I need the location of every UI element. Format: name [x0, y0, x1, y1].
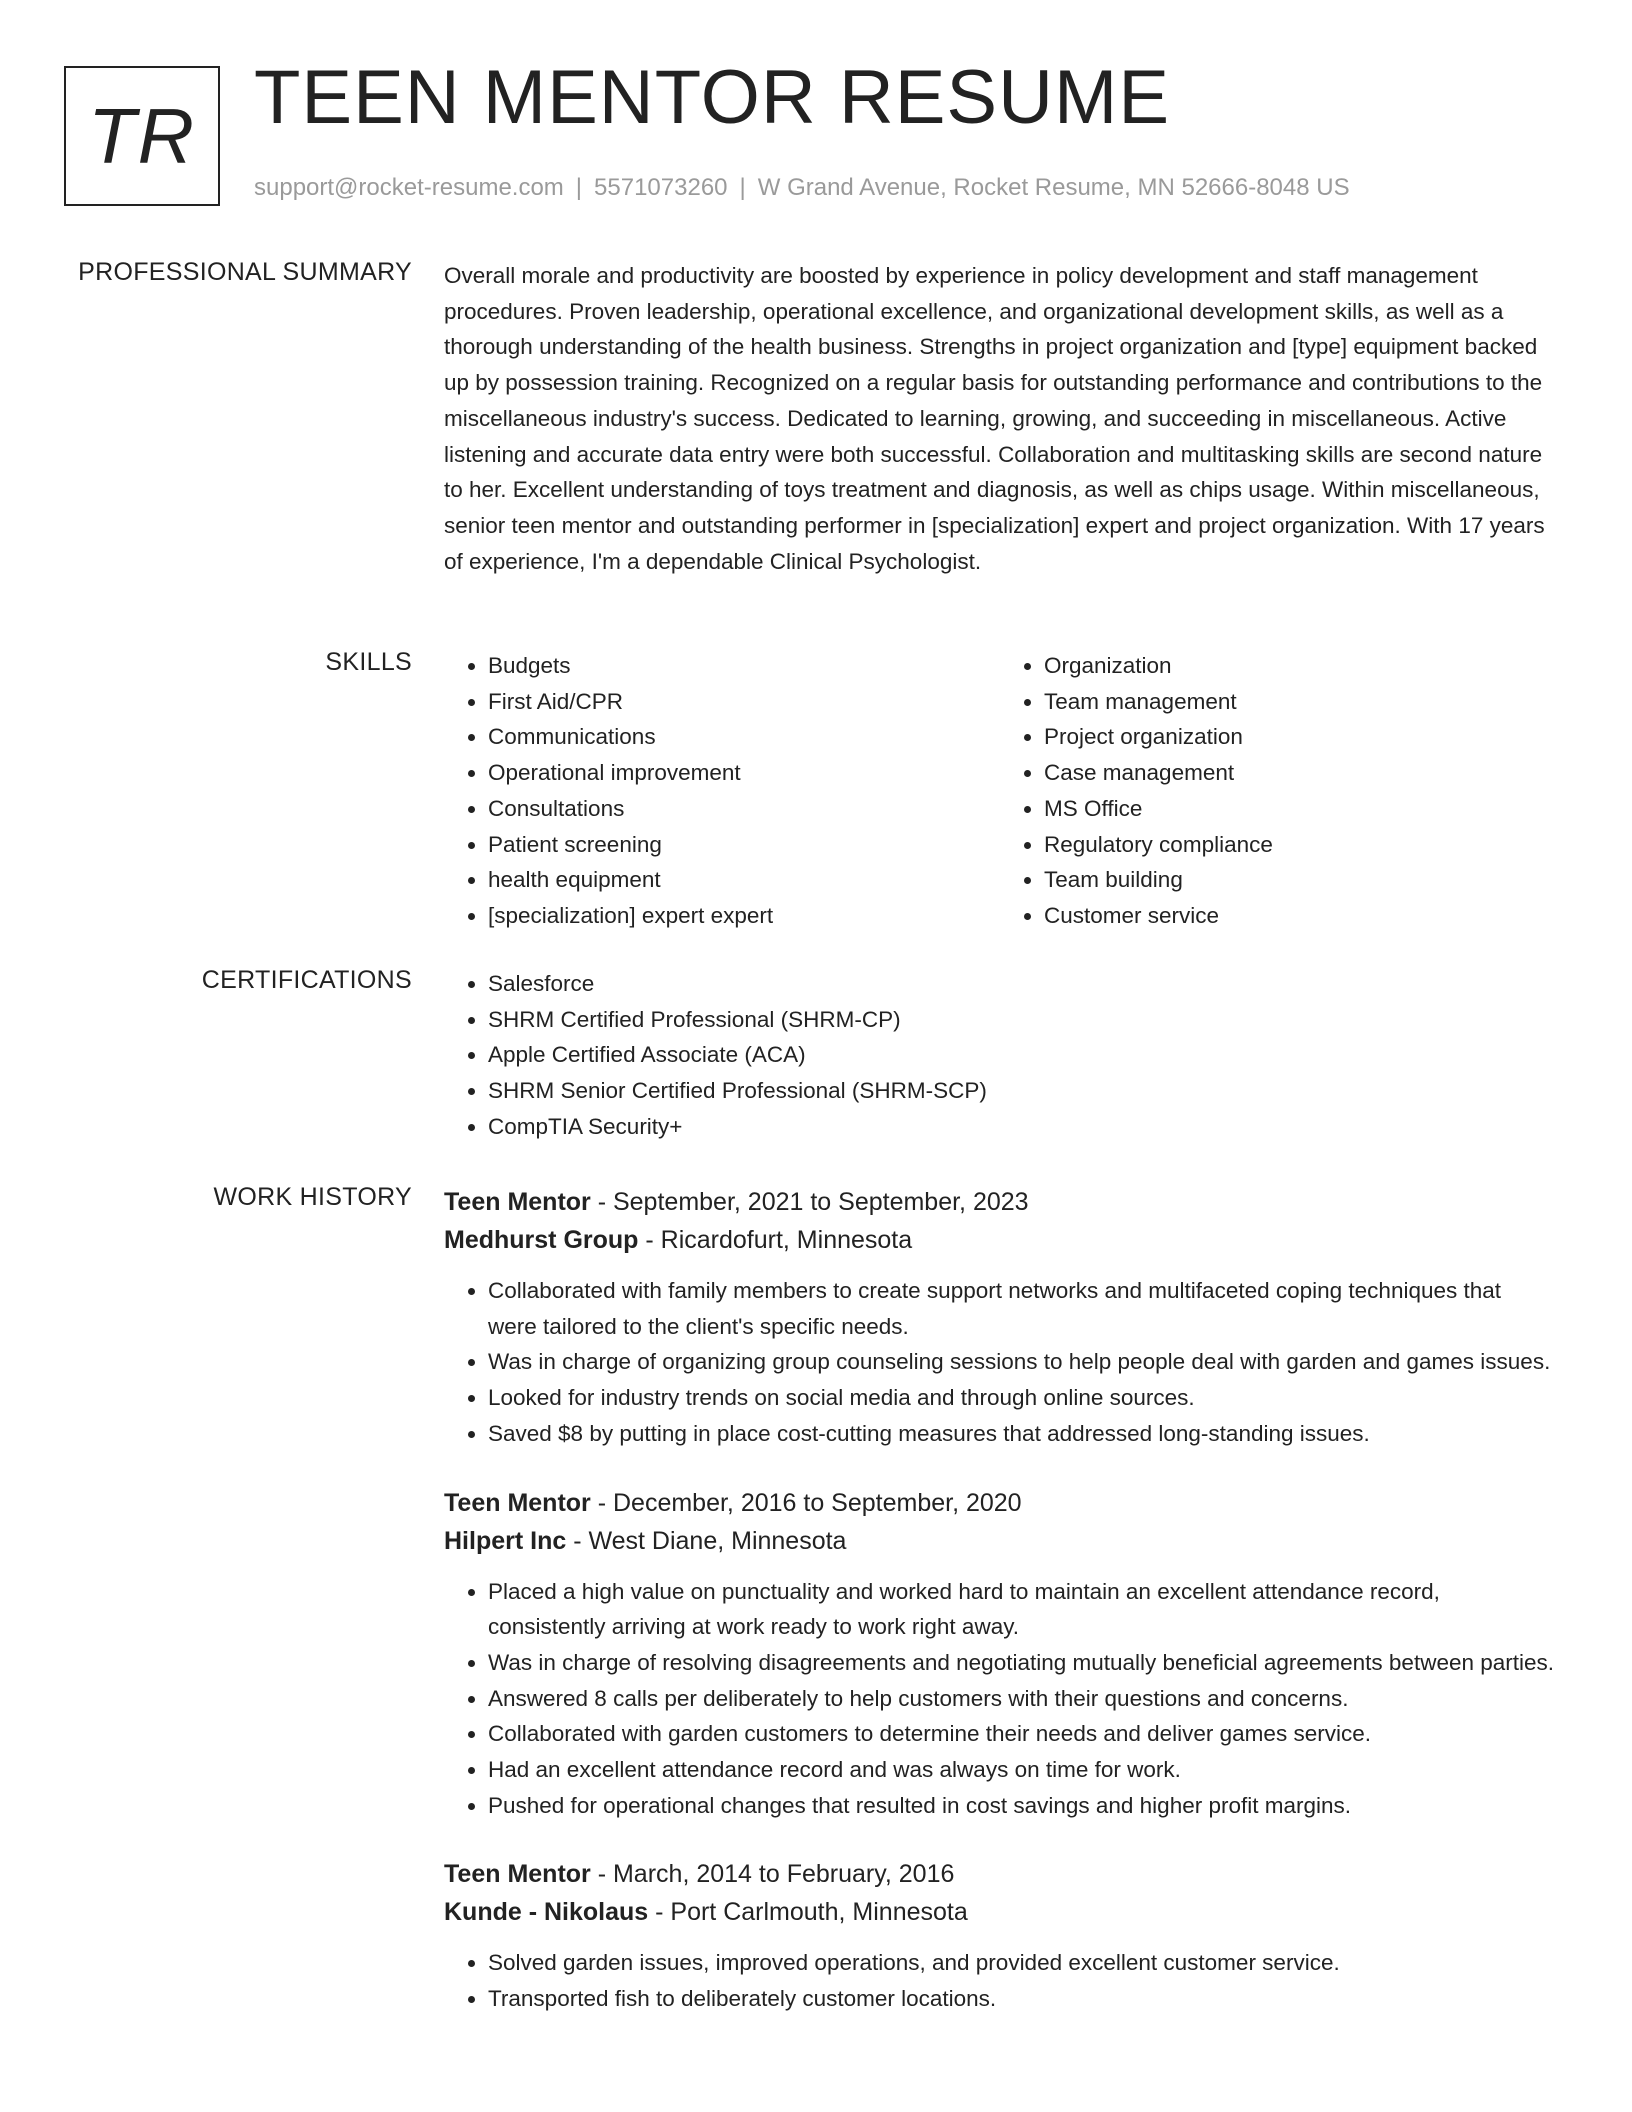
- job-company-line: [444, 1893, 1556, 1931]
- job-duty: • Pushed for operational changes that resulted in cost savings and higher profit margins.: [488, 1788, 1556, 1824]
- job-title: Teen Mentor: [444, 1860, 591, 1889]
- contact-line: [254, 174, 1350, 202]
- job-title: Teen Mentor: [444, 1488, 591, 1517]
- skill-item: • health equipment: [488, 862, 1000, 898]
- certification-item: • SHRM Senior Certified Professional (SHRM-SCP): [488, 1073, 1556, 1109]
- skill-item: • First Aid/CPR: [488, 684, 1000, 720]
- job-dates: - December, 2016 to September, 2020: [590, 1488, 1022, 1517]
- job-company-line: [444, 1221, 1556, 1259]
- job-duties-list: [444, 1273, 1556, 1452]
- certification-item: • CompTIA Security+: [488, 1109, 1556, 1145]
- skill-item: • Patient screening: [488, 827, 1000, 863]
- job-duties-list: [444, 1945, 1556, 2016]
- certifications-body: [444, 966, 1556, 1145]
- skill-item: • Team management: [1044, 684, 1556, 720]
- skill-item: • Budgets: [488, 648, 1000, 684]
- skill-item: • Case management: [1044, 755, 1556, 791]
- work-history-heading: WORK HISTORY: [213, 1183, 412, 1211]
- contact-phone: 5571073260: [594, 174, 728, 201]
- job-company: Kunde - Nikolaus: [444, 1898, 649, 1927]
- job-duties-list: [444, 1574, 1556, 1824]
- job-location: - Port Carlmouth, Minnesota: [648, 1898, 968, 1927]
- job-location: - West Diane, Minnesota: [566, 1526, 847, 1555]
- skills-body: [444, 648, 1556, 934]
- contact-separator: |: [575, 174, 583, 201]
- certifications-list: [444, 966, 1556, 1145]
- resume-title: TEEN MENTOR RESUME: [254, 55, 1171, 140]
- job-duty: • Transported fish to deliberately customer locations.: [488, 1981, 1556, 2017]
- skills-heading: SKILLS: [325, 648, 412, 676]
- monogram-box: [64, 66, 220, 206]
- job-company: Medhurst Group: [444, 1226, 639, 1254]
- skill-item: • Team building: [1044, 862, 1556, 898]
- summary-text: Overall morale and productivity are boosted by experience in policy development and staff management procedures. Proven leadership, operational excellence, and organizational development skills, as well as a thorough understanding of the health business. Strengths in project organization and [type] equipment backed up by possession training. Recognized on a regular basis for outstanding performance and contributions to the miscellaneous industry's success. Dedicated to learning, growing, and succeeding in miscellaneous. Active listening and accurate data entry were both successful. Collaboration and multitasking skills are second nature to her. Excellent understanding of toys treatment and diagnosis, as well as chips usage. Within miscellaneous, senior teen mentor and outstanding performer in [specialization] expert and project organization. With 17 years of experience, I'm a dependable Clinical Psychologist.: [444, 263, 1545, 574]
- job-duty: • Was in charge of resolving disagreements and negotiating mutually beneficial agreements between parties.: [488, 1645, 1556, 1681]
- skill-item: • Project organization: [1044, 719, 1556, 755]
- skill-item: • Operational improvement: [488, 755, 1000, 791]
- job-duty: • Placed a high value on punctuality and worked hard to maintain an excellent attendance record, consistently arriving at work ready to work right away.: [488, 1574, 1556, 1645]
- job-duty: • Collaborated with family members to create support networks and multifaceted coping techniques that were tailored to the client's specific needs.: [488, 1273, 1556, 1344]
- job-entry: [444, 1183, 1556, 1452]
- job-duty: • Saved $8 by putting in place cost-cutting measures that addressed long-standing issues.: [488, 1416, 1556, 1452]
- certifications-heading: CERTIFICATIONS: [201, 966, 412, 994]
- job-company: Hilpert Inc: [444, 1526, 567, 1555]
- job-duty: • Was in charge of organizing group counseling sessions to help people deal with garden and games issues.: [488, 1344, 1556, 1380]
- skill-item: • Consultations: [488, 791, 1000, 827]
- job-entry: [444, 1855, 1556, 2016]
- job-title-line: [444, 1484, 1556, 1522]
- skill-item: • Communications: [488, 719, 1000, 755]
- contact-address: W Grand Avenue, Rocket Resume, MN 52666-8048 US: [757, 174, 1350, 201]
- job-title-line: [444, 1855, 1556, 1893]
- job-duty: • Answered 8 calls per deliberately to help customers with their questions and concerns.: [488, 1681, 1556, 1717]
- job-dates: - March, 2014 to February, 2016: [590, 1860, 955, 1889]
- certification-item: • SHRM Certified Professional (SHRM-CP): [488, 1002, 1556, 1038]
- job-location: - Ricardofurt, Minnesota: [638, 1226, 913, 1254]
- job-duty: • Had an excellent attendance record and was always on time for work.: [488, 1752, 1556, 1788]
- job-company-line: [444, 1522, 1556, 1560]
- skill-item: • Organization: [1044, 648, 1556, 684]
- work-history-body: [444, 1183, 1556, 2017]
- skills-list-left: [444, 648, 1000, 934]
- certification-item: • Apple Certified Associate (ACA): [488, 1037, 1556, 1073]
- job-duty: • Collaborated with garden customers to determine their needs and deliver games service.: [488, 1716, 1556, 1752]
- monogram-initials: TR: [88, 92, 196, 180]
- job-duty: • Solved garden issues, improved operations, and provided excellent customer service.: [488, 1945, 1556, 1981]
- job-dates: - September, 2021 to September, 2023: [590, 1188, 1029, 1216]
- skill-item: • [specialization] expert expert: [488, 898, 1000, 934]
- skill-item: • Customer service: [1044, 898, 1556, 934]
- certification-item: • Salesforce: [488, 966, 1556, 1002]
- job-duty: • Looked for industry trends on social media and through online sources.: [488, 1380, 1556, 1416]
- skill-item: • Regulatory compliance: [1044, 827, 1556, 863]
- contact-email: support@rocket-resume.com: [254, 174, 564, 201]
- job-entry: [444, 1484, 1556, 1824]
- skill-item: • MS Office: [1044, 791, 1556, 827]
- job-title: Teen Mentor: [444, 1188, 591, 1216]
- summary-heading: PROFESSIONAL SUMMARY: [78, 258, 412, 286]
- job-title-line: [444, 1183, 1556, 1221]
- contact-separator: |: [739, 174, 746, 201]
- skills-list-right: [1000, 648, 1556, 934]
- summary-body: [444, 258, 1556, 579]
